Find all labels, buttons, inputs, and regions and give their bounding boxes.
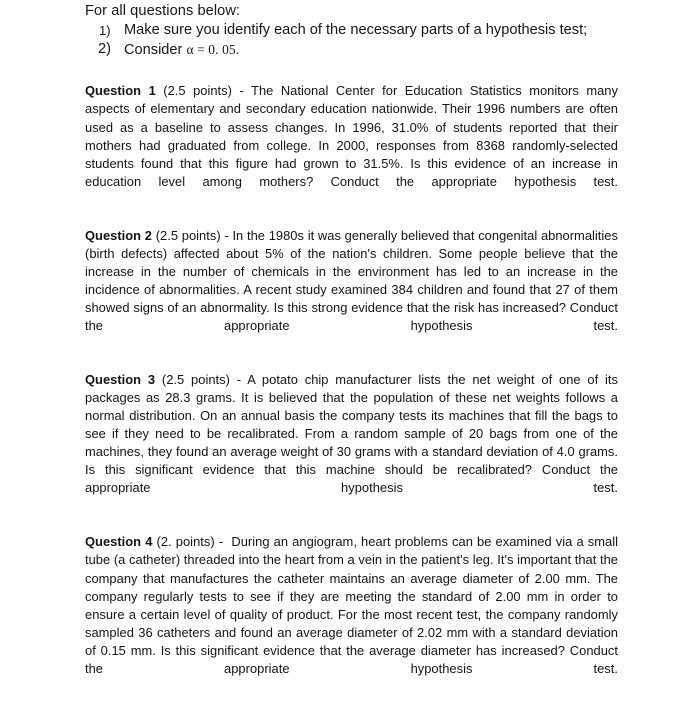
alpha-equation <box>186 42 239 57</box>
question-points-2: (2.5 points) <box>155 227 221 243</box>
alpha-period: . <box>235 42 240 58</box>
instruction-marker-2: 2) <box>98 41 111 58</box>
question-label-4: Question 4 <box>85 534 153 550</box>
question-body-4: During an angiogram, heart problems can be examined via a small tube (a catheter) threaded into the heart from a vein in the patient's leg. It's important that the company that manufactures the catheter maintains an average diameter of 2.00 mm. The company regularly tests to see if they are meeting the standard of 2.00 mm in order to ensure a certain level of quality of product. For the most recent test, the company randomly sampled 36 catheters and found an average diameter of 2.02 mm with a standard deviation of 0.15 mm. Is this significant evidence that the average diameter has increased? Conduct the appropriate hypothesis test. <box>85 534 619 676</box>
document-content <box>85 2 618 709</box>
instruction-item-2 <box>85 40 618 60</box>
question-points-1: (2.5 points) <box>163 83 232 99</box>
instruction-text-1: Make sure you identify each of the necessary parts of a hypothesis test; <box>124 22 588 38</box>
instruction-item-1 <box>85 21 618 40</box>
intro-heading: For all questions below: <box>85 3 241 19</box>
question-label-2: Question 2 <box>85 227 152 243</box>
instruction-text-2-prefix: Consider <box>124 42 187 59</box>
question-points-3: (2.5 points) <box>161 372 230 388</box>
alpha-symbol: α <box>186 42 194 58</box>
question-separator-1: - <box>239 83 244 99</box>
question-points-4: (2. points) <box>156 534 215 550</box>
question-body-1: The National Center for Education Statistics monitors many aspects of elementary and secondary education nationwide. Their 1996 numbers are often used as a baseline to assess changes. In 1996, 31.0% of students reported that their mothers had graduated from college. In 2000, responses from 8368 randomly-selected students found that this figure had grown to 31.5%. Is this evidence of an increase in education level among mothers? Conduct the appropriate hypothesis test. <box>85 83 618 189</box>
question-label-3: Question 3 <box>85 372 156 388</box>
question-label-1: Question 1 <box>85 83 156 99</box>
question-body-3: A potato chip manufacturer lists the net weight of one of its packages as 28.3 grams. It is believed that the population of these net weights follows a normal distribution. On an annual basis the company tests its machines that fill the bags to see if they need to be recalibrated. From a random sample of 20 bags from one of the machines, they found an average weight of 30 grams with a standard deviation of 4.0 grams. Is this significant evidence that this machine should be recalibrated? Conduct the appropriate hypothesis test. <box>85 372 619 496</box>
question-separator-4: - <box>218 534 224 550</box>
instruction-text-2 <box>124 40 618 60</box>
question-block-4 <box>85 533 618 695</box>
alpha-value: 0. 05 <box>208 42 236 58</box>
question-block-3 <box>85 371 618 515</box>
question-block-2 <box>85 227 618 353</box>
instructions-list <box>85 21 618 60</box>
question-body-2: In the 1980s it was generally believed that congenital abnormalities (birth defects) affected about 5% of the nation's children. Some people believe that the increase in the number of chemicals in the environment has led to an increase in the incidence of abnormalities. A recent study examined 384 children and found that 27 of them showed signs of an abnormality. Is this strong evidence that the risk has increased? Conduct the appropriate hypothesis test. <box>85 227 618 333</box>
question-block-1 <box>85 82 618 208</box>
instruction-marker-1: 1) <box>99 23 111 38</box>
question-separator-2: - <box>224 227 229 243</box>
question-separator-3: - <box>236 372 242 388</box>
equals-operator: = <box>197 42 205 58</box>
